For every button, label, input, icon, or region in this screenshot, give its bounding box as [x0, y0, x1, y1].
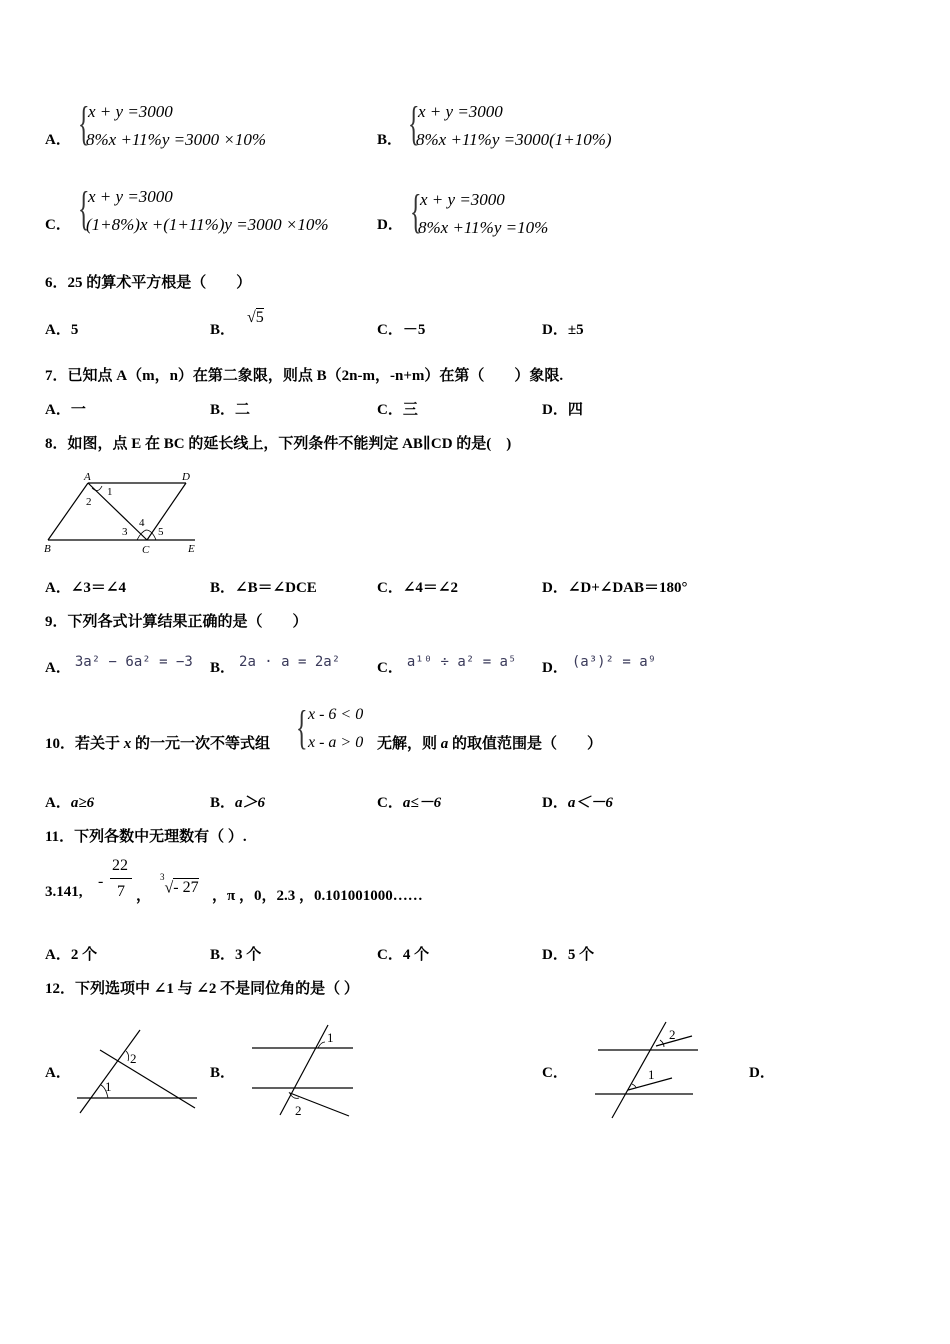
q6-option-a[interactable]: A．5 — [45, 322, 79, 338]
option-letter: A． — [45, 132, 71, 148]
svg-text:D: D — [182, 471, 190, 483]
svg-text:3: 3 — [122, 526, 128, 538]
q12-option-a[interactable]: A． — [45, 1065, 71, 1081]
q6-option-c[interactable]: C．－5 — [377, 322, 426, 338]
q12-option-b[interactable]: B． — [210, 1065, 236, 1081]
svg-text:1: 1 — [648, 1067, 655, 1082]
q11-numbers-rest: ，π ，0，2.3 ，0.101001000…… — [212, 888, 423, 904]
option-letter: C． — [45, 217, 71, 233]
brace-icon: { — [410, 185, 422, 238]
q10-option-a[interactable]: A．a≥6 — [45, 795, 95, 811]
q8-option-a[interactable]: A．∠3＝∠4 — [45, 580, 126, 596]
q6-stem: 6．25 的算术平方根是（ ） — [45, 275, 252, 291]
brace-icon: { — [296, 701, 308, 754]
q8-option-c[interactable]: C．∠4＝∠2 — [377, 580, 458, 596]
q8-parallelogram-figure — [40, 468, 210, 560]
q12-figure-c — [590, 1018, 705, 1123]
q11-stem: 11．下列各数中无理数有（ ）. — [45, 829, 247, 845]
q9-option-a[interactable]: A． 3a² − 6a² = −3 — [45, 654, 193, 676]
brace-icon: { — [408, 97, 420, 150]
q8-stem: 8．如图，点 E 在 BC 的延长线上，下列条件不能判定 AB∥CD 的是( ) — [45, 436, 512, 452]
q11-option-d[interactable]: D．5 个 — [542, 947, 595, 963]
q12-figure-a — [70, 1025, 205, 1120]
q7-option-a[interactable]: A．一 — [45, 402, 86, 418]
q10-option-c[interactable]: C．a≤－6 — [377, 795, 442, 811]
q11-cube-root: $^3$√- 27 — [160, 872, 199, 897]
svg-text:1: 1 — [105, 1079, 112, 1094]
option-letter: D． — [377, 217, 403, 233]
q8-option-b[interactable]: B．∠B＝∠DCE — [210, 580, 317, 596]
svg-text:2: 2 — [295, 1103, 302, 1118]
q11-option-b[interactable]: B．3 个 — [210, 947, 262, 963]
option-letter: B． — [377, 132, 403, 148]
svg-text:A: A — [84, 471, 91, 483]
q10-stem: 10．若关于 x 的一元一次不等式组 — [45, 736, 271, 752]
q12-option-c[interactable]: C． — [542, 1065, 568, 1081]
q7-option-b[interactable]: B．二 — [210, 402, 251, 418]
q11-option-a[interactable]: A．2 个 — [45, 947, 98, 963]
q9-option-d[interactable]: D． (a³)² = a⁹ — [542, 654, 657, 676]
svg-text:2: 2 — [86, 496, 92, 508]
svg-text:4: 4 — [139, 517, 145, 529]
q6-option-d[interactable]: D．±5 — [542, 322, 584, 338]
brace-icon: { — [78, 182, 90, 235]
svg-text:2: 2 — [669, 1027, 676, 1042]
fraction-bar — [110, 878, 132, 879]
svg-text:1: 1 — [107, 486, 113, 498]
q9-stem: 9．下列各式计算结果正确的是（ ） — [45, 614, 308, 630]
q9-option-c[interactable]: C． a¹⁰ ÷ a² = a⁵ — [377, 654, 517, 676]
svg-text:5: 5 — [158, 526, 164, 538]
sqrt-icon: √5 — [247, 309, 264, 326]
q12-option-d[interactable]: D． — [749, 1065, 775, 1081]
brace-icon: { — [78, 97, 90, 150]
q9-option-b[interactable]: B． 2a · a = 2a² — [210, 654, 341, 676]
q6-option-b[interactable]: B． √5 — [210, 309, 264, 338]
q12-figure-b — [245, 1020, 365, 1120]
q11-number-1: 3.141, — [45, 884, 83, 900]
svg-text:B: B — [44, 543, 51, 555]
q7-option-d[interactable]: D．四 — [542, 402, 583, 418]
q12-stem: 12．下列选项中 ∠1 与 ∠2 不是同位角的是（ ） — [45, 981, 359, 997]
q11-comma: ， — [136, 888, 152, 904]
sqrt-icon: √ — [164, 879, 174, 897]
q10-option-d[interactable]: D．a＜－6 — [542, 795, 613, 811]
q10-stem-end: 无解，则 a 的取值范围是（ ） — [377, 736, 603, 752]
q10-option-b[interactable]: B．a＞6 — [210, 795, 266, 811]
q8-option-d[interactable]: D．∠D+∠DAB＝180° — [542, 580, 688, 596]
q11-option-c[interactable]: C．4 个 — [377, 947, 430, 963]
svg-text:1: 1 — [327, 1030, 334, 1045]
svg-text:2: 2 — [130, 1051, 137, 1066]
q7-stem: 7．已知点 A（m，n）在第二象限，则点 B（2n-m，-n+m）在第（ ）象限. — [45, 368, 564, 384]
q7-option-c[interactable]: C．三 — [377, 402, 418, 418]
svg-text:C: C — [142, 544, 150, 556]
svg-text:E: E — [188, 543, 195, 555]
